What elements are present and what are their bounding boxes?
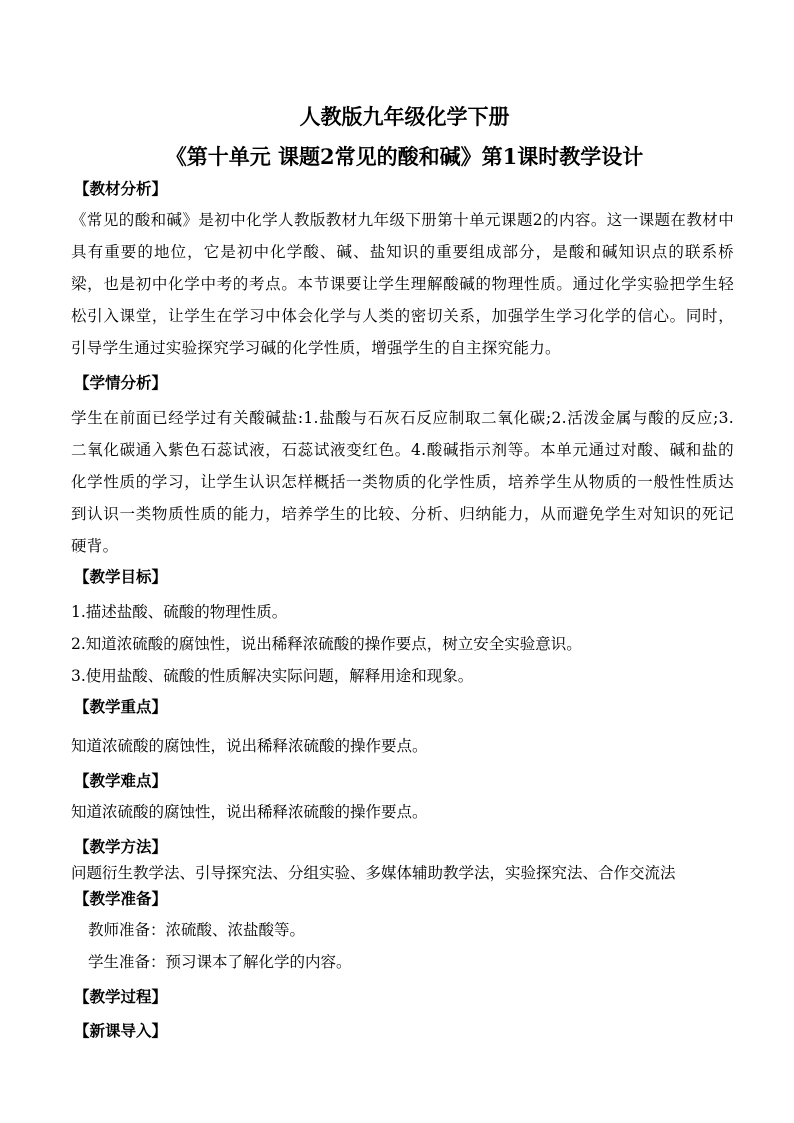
- teacher-preparation-text: 教师准备：浓硫酸、浓盐酸等。: [88, 921, 306, 939]
- objective-item: 2.知道浓硫酸的腐蚀性，说出稀释浓硫酸的操作要点，树立安全实验意识。: [71, 635, 582, 653]
- key-points-text: 知道浓硫酸的腐蚀性，说出稀释浓硫酸的操作要点。: [71, 737, 428, 755]
- objective-item: 3.使用盐酸、硫酸的性质解决实际问题，解释用途和现象。: [71, 667, 474, 685]
- preparation-heading: 【教学准备】: [74, 889, 168, 908]
- process-heading: 【教学过程】: [74, 987, 168, 1006]
- student-analysis-heading: 【学情分析】: [74, 373, 168, 392]
- methods-text: 问题衍生教学法、引导探究法、分组实验、多媒体辅助教学法，实验探究法、合作交流法: [71, 864, 676, 882]
- material-analysis-heading: 【教材分析】: [74, 179, 168, 198]
- objective-item: 1.描述盐酸、硫酸的物理性质。: [71, 603, 288, 621]
- document-subtitle: 《第十单元 课题2常见的酸和碱》第1课时教学设计: [165, 144, 644, 169]
- methods-heading: 【教学方法】: [74, 837, 168, 856]
- difficulties-text: 知道浓硫酸的腐蚀性，说出稀释浓硫酸的操作要点。: [71, 803, 428, 821]
- key-points-heading: 【教学重点】: [74, 697, 168, 716]
- student-analysis-text: 学生在前面已经学过有关酸碱盐:1.盐酸与石灰石反应制取二氧化碳;2.活泼金属与酸的反应;3.二氧化碳通入紫色石蕊试液，石蕊试液变红色。4.酸碱指示剂等。本单元通过对酸、碱和盐的化学性质的学习，让学生认识怎样概括一类物质的化学性质，培养学生从物质的一般性性质达到认识一类物质性质的能力，培养学生的比较、分析、归纳能力，从而避免学生对知识的死记硬背。: [71, 409, 734, 555]
- document-title: 人教版九年级化学下册: [299, 104, 510, 129]
- objectives-heading: 【教学目标】: [74, 567, 168, 586]
- material-analysis-text: 《常见的酸和碱》是初中化学人教版教材九年级下册第十单元课题2的内容。这一课题在教材中具有重要的地位，它是初中化学酸、碱、盐知识的重要组成部分，是酸和碱知识点的联系桥梁，也是初中化学中考的考点。本节课要让学生理解酸碱的物理性质。通过化学实验把学生轻松引入课堂，让学生在学习中体会化学与人类的密切关系，加强学生学习化学的信心。同时，引导学生通过实验探究学习碱的化学性质，增强学生的自主探究能力。: [71, 211, 734, 357]
- student-preparation-text: 学生准备：预习课本了解化学的内容。: [88, 953, 352, 971]
- intro-heading: 【新课导入】: [74, 1021, 168, 1040]
- difficulties-heading: 【教学难点】: [74, 771, 168, 790]
